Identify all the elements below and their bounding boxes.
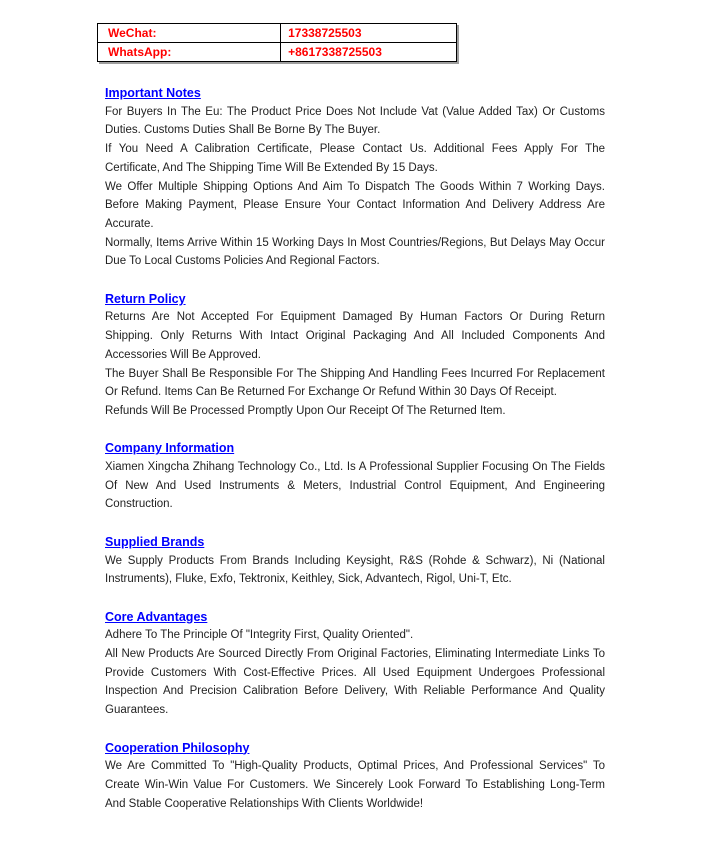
paragraph: For Buyers In The Eu: The Product Price Does Not Include Vat (Value Added Tax) Or Customs Duties. Customs Duties Shall Be Borne By The Buyer. [105,105,605,137]
table-row-whatsapp [98,43,457,62]
section-heading: Core Advantages [105,609,208,624]
table-row-wechat [98,24,457,43]
section-heading: Company Information [105,441,235,456]
section-heading: Return Policy [105,291,186,306]
wechat-label: WeChat: [98,24,281,43]
paragraph: The Buyer Shall Be Responsible For The Shipping And Handling Fees Incurred For Replacement Or Refund. Items Can Be Returned For Exchange Or Refund Within 30 Days Of Receipt. [105,367,605,399]
paragraph: Xiamen Xingcha Zhihang Technology Co., Ltd. Is A Professional Supplier Focusing On The Fields Of New And Used Instruments & Meters, Industrial Control Equipment, And Engineering Construction. [105,461,605,511]
paragraph: We Are Committed To "High-Quality Products, Optimal Prices, And Professional Services" To Create Win-Win Value For Customers. We Sincerely Look Forward To Establishing Long-Term And Stable Cooperative Relationships With Clients Worldwide! [105,760,605,810]
section-cooperation-philosophy [105,739,605,814]
document-body [105,84,605,832]
wechat-value: 17338725503 [281,24,457,43]
section-heading: Important Notes [105,86,201,100]
paragraph: We Supply Products From Brands Including Keysight, R&S (Rohde & Schwarz), Ni (National Instruments), Fluke, Exfo, Tektronix, Keithley, Sick, Advantech, Rigol, Uni-T, Etc. [105,554,605,586]
paragraph: If You Need A Calibration Certificate, Please Contact Us. Additional Fees Apply For The Certificate, And The Shipping Time Will Be Extended By 15 Days. [105,143,605,174]
paragraph: Returns Are Not Accepted For Equipment Damaged By Human Factors Or During Return Shipping. Only Returns With Intact Original Packaging And All Included Components And Accessories Will Be Approved. [105,311,605,361]
section-heading: Supplied Brands [105,534,205,549]
paragraph: Normally, Items Arrive Within 15 Working Days In Most Countries/Regions, But Delays May Occur Due To Local Customs Policies And Regional Factors. [105,236,605,268]
section-supplied-brands [105,533,605,589]
contact-table [97,23,457,62]
paragraph: All New Products Are Sourced Directly From Original Factories, Eliminating Intermediate Links To Provide Customers With Cost-Effective Prices. All Used Equipment Undergoes Professional Inspection And Precision Calibration Before Delivery, With Reliable Performance And Quality Guarantees. [105,648,605,717]
whatsapp-value: +8617338725503 [281,43,457,62]
paragraph: Refunds Will Be Processed Promptly Upon Our Receipt Of The Returned Item. [105,404,506,417]
section-core-advantages [105,608,605,720]
section-important-notes [105,84,605,271]
section-heading: Cooperation Philosophy [105,740,250,755]
paragraph: Adhere To The Principle Of "Integrity First, Quality Oriented". [105,629,414,642]
paragraph: We Offer Multiple Shipping Options And Aim To Dispatch The Goods Within 7 Working Days. Before Making Payment, Please Ensure Your Contact Information And Delivery Address Are Accurate. [105,180,605,230]
section-return-policy [105,290,605,421]
whatsapp-label: WhatsApp: [98,43,281,62]
section-company-information [105,439,605,514]
